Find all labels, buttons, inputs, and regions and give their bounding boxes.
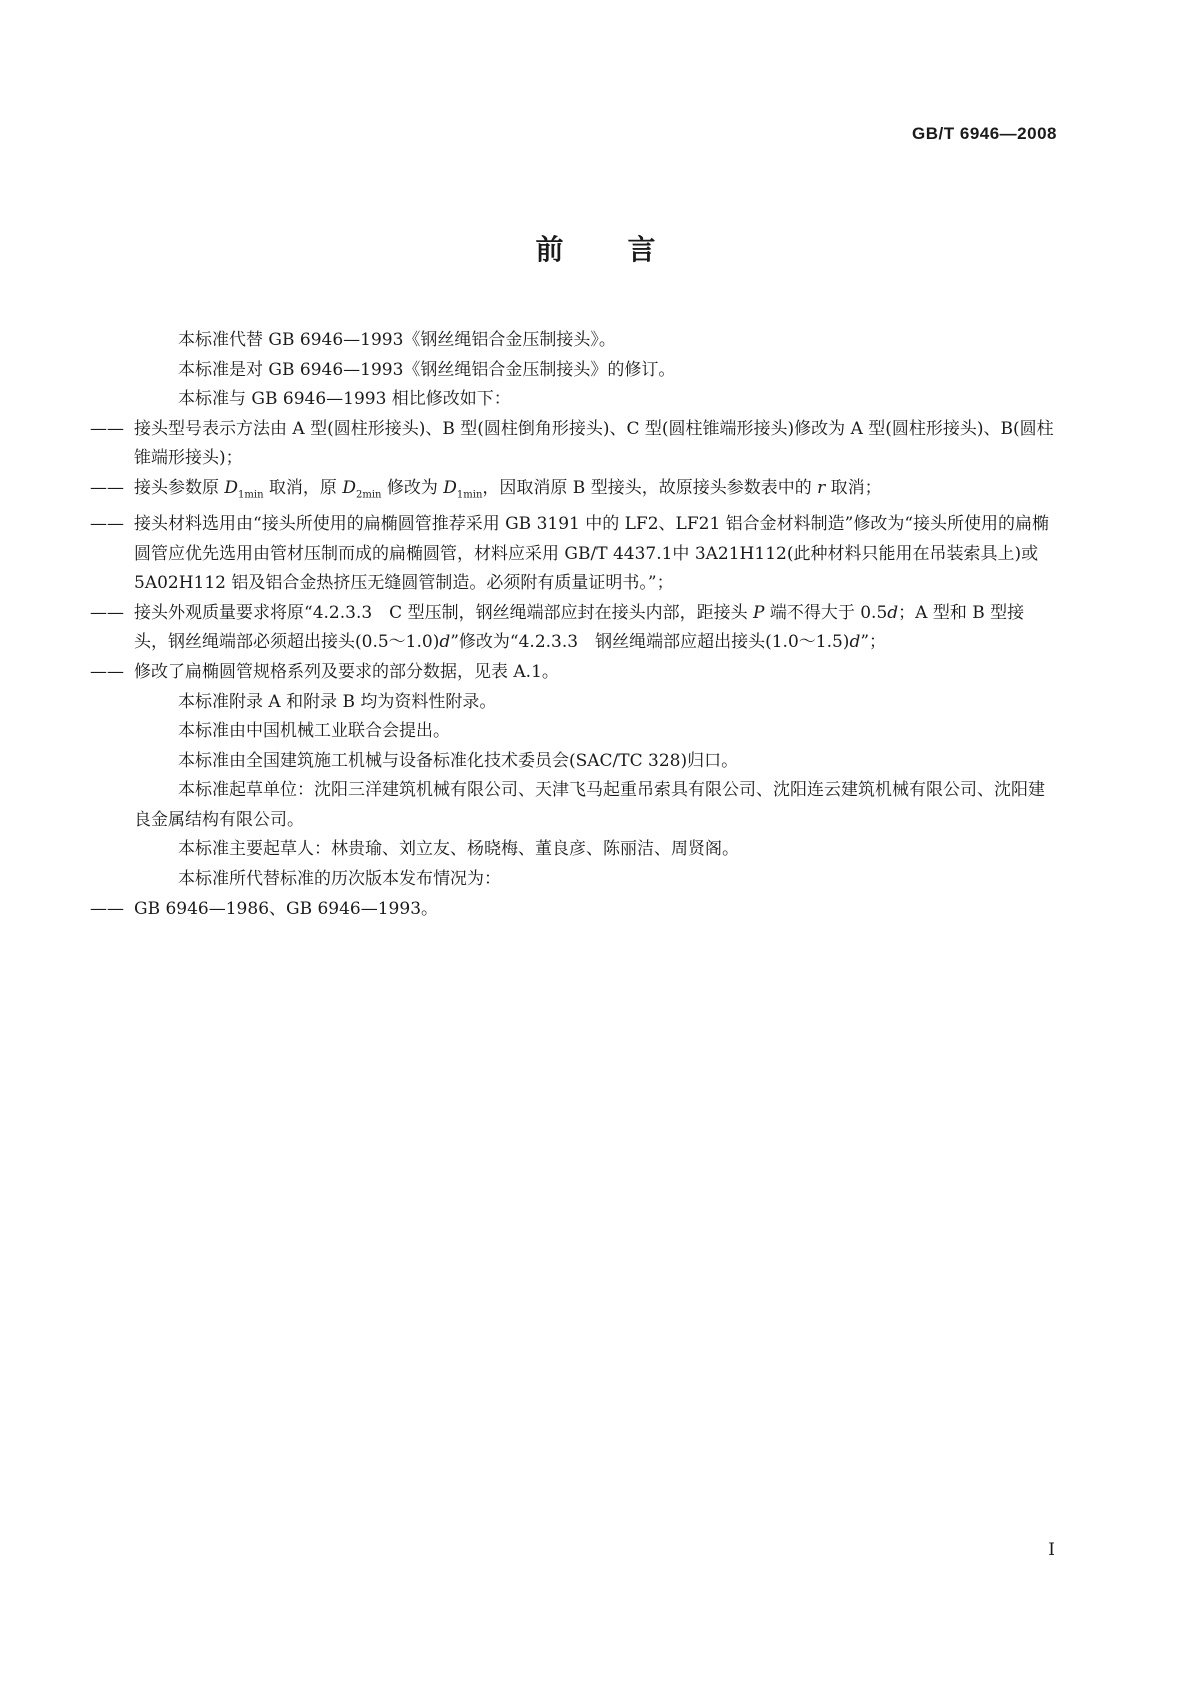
- change-item-text: 接头参数原: [134, 477, 225, 498]
- dash-marker: ——: [90, 418, 124, 439]
- paragraph-drafters: 本标准主要起草人：林贵瑜、刘立友、杨晓梅、董良彦、陈丽洁、周贤阁。: [178, 839, 739, 860]
- symbol-d: d: [439, 632, 451, 653]
- paragraph-revision: 本标准是对 GB 6946—1993《钢丝绳铝合金压制接头》的修订。: [178, 359, 676, 380]
- change-item-1: [90, 415, 1058, 474]
- change-item-3: [90, 510, 1058, 599]
- change-item-text: ”修改为“4.2.3.3 钢丝绳端部应超出接头(1.0～1.5): [450, 632, 850, 653]
- subscript: 1min: [456, 489, 483, 501]
- change-item-4: [90, 599, 1058, 658]
- change-item-text: 修改为: [381, 477, 444, 498]
- paragraph-replaces: 本标准代替 GB 6946—1993《钢丝绳铝合金压制接头》。: [178, 330, 616, 350]
- change-item-text: 端不得大于 0.5: [764, 602, 888, 623]
- change-item-text: ；A 型和 B 型接头，钢丝绳端部必须超出接头(0.5～1.0): [134, 602, 1025, 653]
- symbol-d: d: [849, 632, 861, 653]
- dash-marker: ——: [90, 661, 124, 682]
- symbol-r: r: [817, 477, 826, 498]
- change-item-text: 接头外观质量要求将原“4.2.3.3 C 型压制，钢丝绳端部应封在接头内部，距接头: [134, 602, 753, 623]
- page-number: Ⅰ: [1048, 1540, 1055, 1560]
- subscript: 2min: [355, 489, 382, 501]
- paragraph-history-intro: 本标准所代替标准的历次版本发布情况为：: [178, 869, 501, 890]
- dash-marker: ——: [90, 602, 124, 623]
- paragraph-centralized-by: 本标准由全国建筑施工机械与设备标准化技术委员会(SAC/TC 328)归口。: [178, 750, 739, 771]
- symbol-d: D: [224, 477, 239, 498]
- change-item-text: 取消；: [825, 477, 882, 498]
- paragraph-drafting-units: 本标准起草单位：沈阳三洋建筑机械有限公司、天津飞马起重吊索具有限公司、沈阳连云建筑机械有限公司、沈阳建良金属结构有限公司。: [134, 780, 1045, 830]
- change-item-text: 接头型号表示方法由 A 型(圆柱形接头)、B 型(圆柱倒角形接头)、C 型(圆柱锥端形接头)修改为 A 型(圆柱形接头)、B(圆柱锥端形接头)；: [134, 418, 1054, 469]
- dash-marker: ——: [90, 898, 124, 919]
- page-title: 前言: [535, 233, 720, 266]
- symbol-d: d: [887, 602, 899, 623]
- change-item-text: 取消，原: [263, 477, 343, 498]
- paragraph-annexes: 本标准附录 A 和附录 B 均为资料性附录。: [178, 691, 497, 712]
- paragraph-proposed-by: 本标准由中国机械工业联合会提出。: [178, 721, 450, 742]
- change-item-text: ”；: [860, 632, 887, 653]
- foreword-body: [90, 326, 1058, 924]
- change-item-2: [90, 474, 1058, 510]
- symbol-p: P: [752, 602, 765, 623]
- change-item-text: 接头材料选用由“接头所使用的扁椭圆管推荐采用 GB 3191 中的 LF2、LF21 铝合金材料制造”修改为“接头所使用的扁椭圆管应优先选用由管材压制而成的扁椭圆管，材料应采用 GB/T 4437.1中 3A21H112(此种材料只能用在吊装索具上)或 5A02H112 铝及铝合金热挤压无缝圆管制造。必须附有质量证明书。”；: [134, 513, 1050, 594]
- change-item-text: 修改了扁椭圆管规格系列及要求的部分数据，见表 A.1。: [134, 661, 559, 682]
- dash-marker: ——: [90, 513, 124, 534]
- history-item-text: GB 6946—1986、GB 6946—1993。: [134, 898, 439, 919]
- dash-marker: ——: [90, 477, 124, 498]
- symbol-d: D: [443, 477, 457, 498]
- standard-number: GB/T 6946—2008: [912, 124, 1057, 143]
- change-item-text: ，因取消原 B 型接头，故原接头参数表中的: [482, 477, 818, 498]
- symbol-d: D: [342, 477, 356, 498]
- paragraph-changes-intro: 本标准与 GB 6946—1993 相比修改如下：: [178, 389, 511, 410]
- change-item-5: [90, 658, 1058, 688]
- subscript: 1min: [238, 489, 264, 501]
- history-item: [90, 895, 1058, 925]
